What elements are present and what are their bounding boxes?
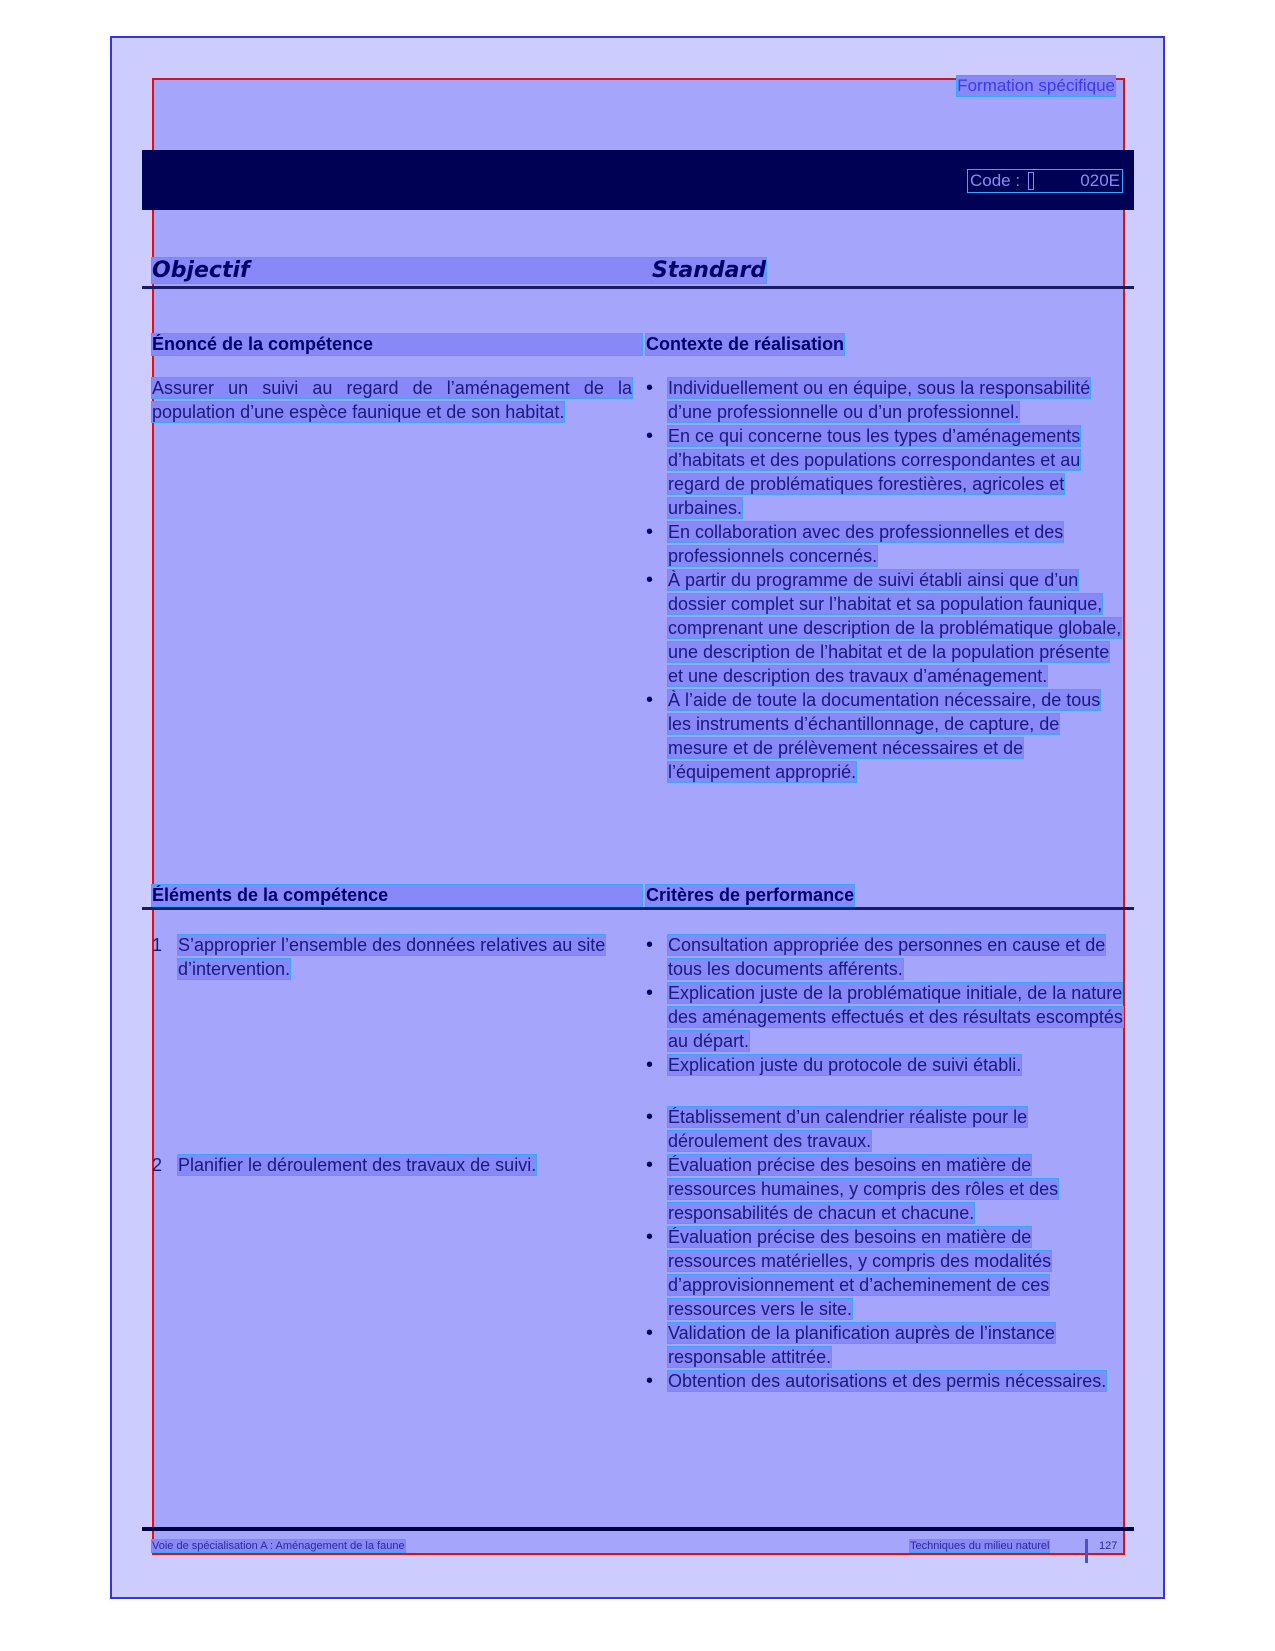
objectif-heading: Objectif	[152, 258, 652, 283]
criterion-item: • Consultation appropriée des personnes en cause et de tous les documents afférents.	[646, 933, 1124, 981]
element-2	[152, 1153, 648, 1177]
criterion-item: • Explication juste du protocole de suivi établi.	[646, 1053, 1124, 1077]
contexte-item: • En ce qui concerne tous les types d’aménagements d’habitats et des populations correspondantes et au regard de problématiques forestières, agricoles et urbaines.	[646, 424, 1124, 520]
code-label: Code :	[970, 171, 1021, 190]
criteria-list-1	[646, 933, 1124, 1077]
page-number: 127	[1099, 1540, 1118, 1552]
page-separator	[1085, 1539, 1088, 1563]
criterion-item: • Évaluation précise des besoins en matière de ressources matérielles, y compris des modalités d’approvisionnement et d’acheminement de ces ressources vers le site.	[646, 1225, 1124, 1321]
code-field	[968, 170, 1122, 192]
criterion-item: • Explication juste de la problématique initiale, de la nature des aménagements effectués et des résultats escomptés au départ.	[646, 981, 1124, 1053]
standard-heading: Standard	[652, 258, 767, 283]
enonce-heading: Énoncé de la compétence	[152, 334, 642, 355]
mid-rule	[142, 907, 1134, 910]
footer-left: Voie de spécialisation A : Aménagement de la faune	[152, 1540, 405, 1552]
criterion-item: • Établissement d’un calendrier réaliste pour le déroulement des travaux.	[646, 1105, 1124, 1153]
criterion-item: • Évaluation précise des besoins en matière de ressources humaines, y compris des rôles et des responsabilités de chacun et chacune.	[646, 1153, 1124, 1225]
contexte-item: • À partir du programme de suivi établi ainsi que d’un dossier complet sur l’habitat et sa population faunique, comprenant une description de la problématique globale, une description de l’habitat et de la population présente et une description des travaux d’aménagement.	[646, 568, 1124, 688]
contexte-heading: Contexte de réalisation	[646, 334, 845, 354]
footer-rule	[142, 1527, 1134, 1531]
contexte-item: • À l’aide de toute la documentation nécessaire, de tous les instruments d’échantillonnage, de capture, de mesure et de prélèvement nécessaires et de l’équipement approprié.	[646, 688, 1124, 784]
criteres-heading: Critères de performance	[646, 885, 855, 905]
code-value: 020E	[1080, 171, 1120, 190]
element-number: 2	[152, 1155, 163, 1175]
criterion-item: • Validation de la planification auprès de l’instance responsable attitrée.	[646, 1321, 1124, 1369]
top-rule	[142, 286, 1134, 289]
element-1	[152, 933, 648, 981]
criteria-list-2	[646, 1105, 1124, 1393]
element-number: 1	[152, 935, 163, 955]
element-text: S’approprier l’ensemble des données relatives au site d’intervention.	[178, 935, 606, 979]
code-box	[1028, 172, 1034, 190]
contexte-item: • Individuellement ou en équipe, sous la responsabilité d’une professionnelle ou d’un professionnel.	[646, 376, 1124, 424]
enonce-text: Assurer un suivi au regard de l’aménagement de la population d’une espèce faunique et de son habitat.	[152, 378, 632, 422]
contexte-list	[646, 376, 1124, 784]
footer-right: Techniques du milieu naturel	[910, 1540, 1050, 1552]
header-label: Formation spécifique	[957, 76, 1115, 95]
criterion-item: • Obtention des autorisations et des permis nécessaires.	[646, 1369, 1124, 1393]
element-text: Planifier le déroulement des travaux de suivi.	[178, 1155, 537, 1175]
contexte-item: • En collaboration avec des professionnelles et des professionnels concernés.	[646, 520, 1124, 568]
elements-heading: Éléments de la compétence	[152, 885, 642, 906]
